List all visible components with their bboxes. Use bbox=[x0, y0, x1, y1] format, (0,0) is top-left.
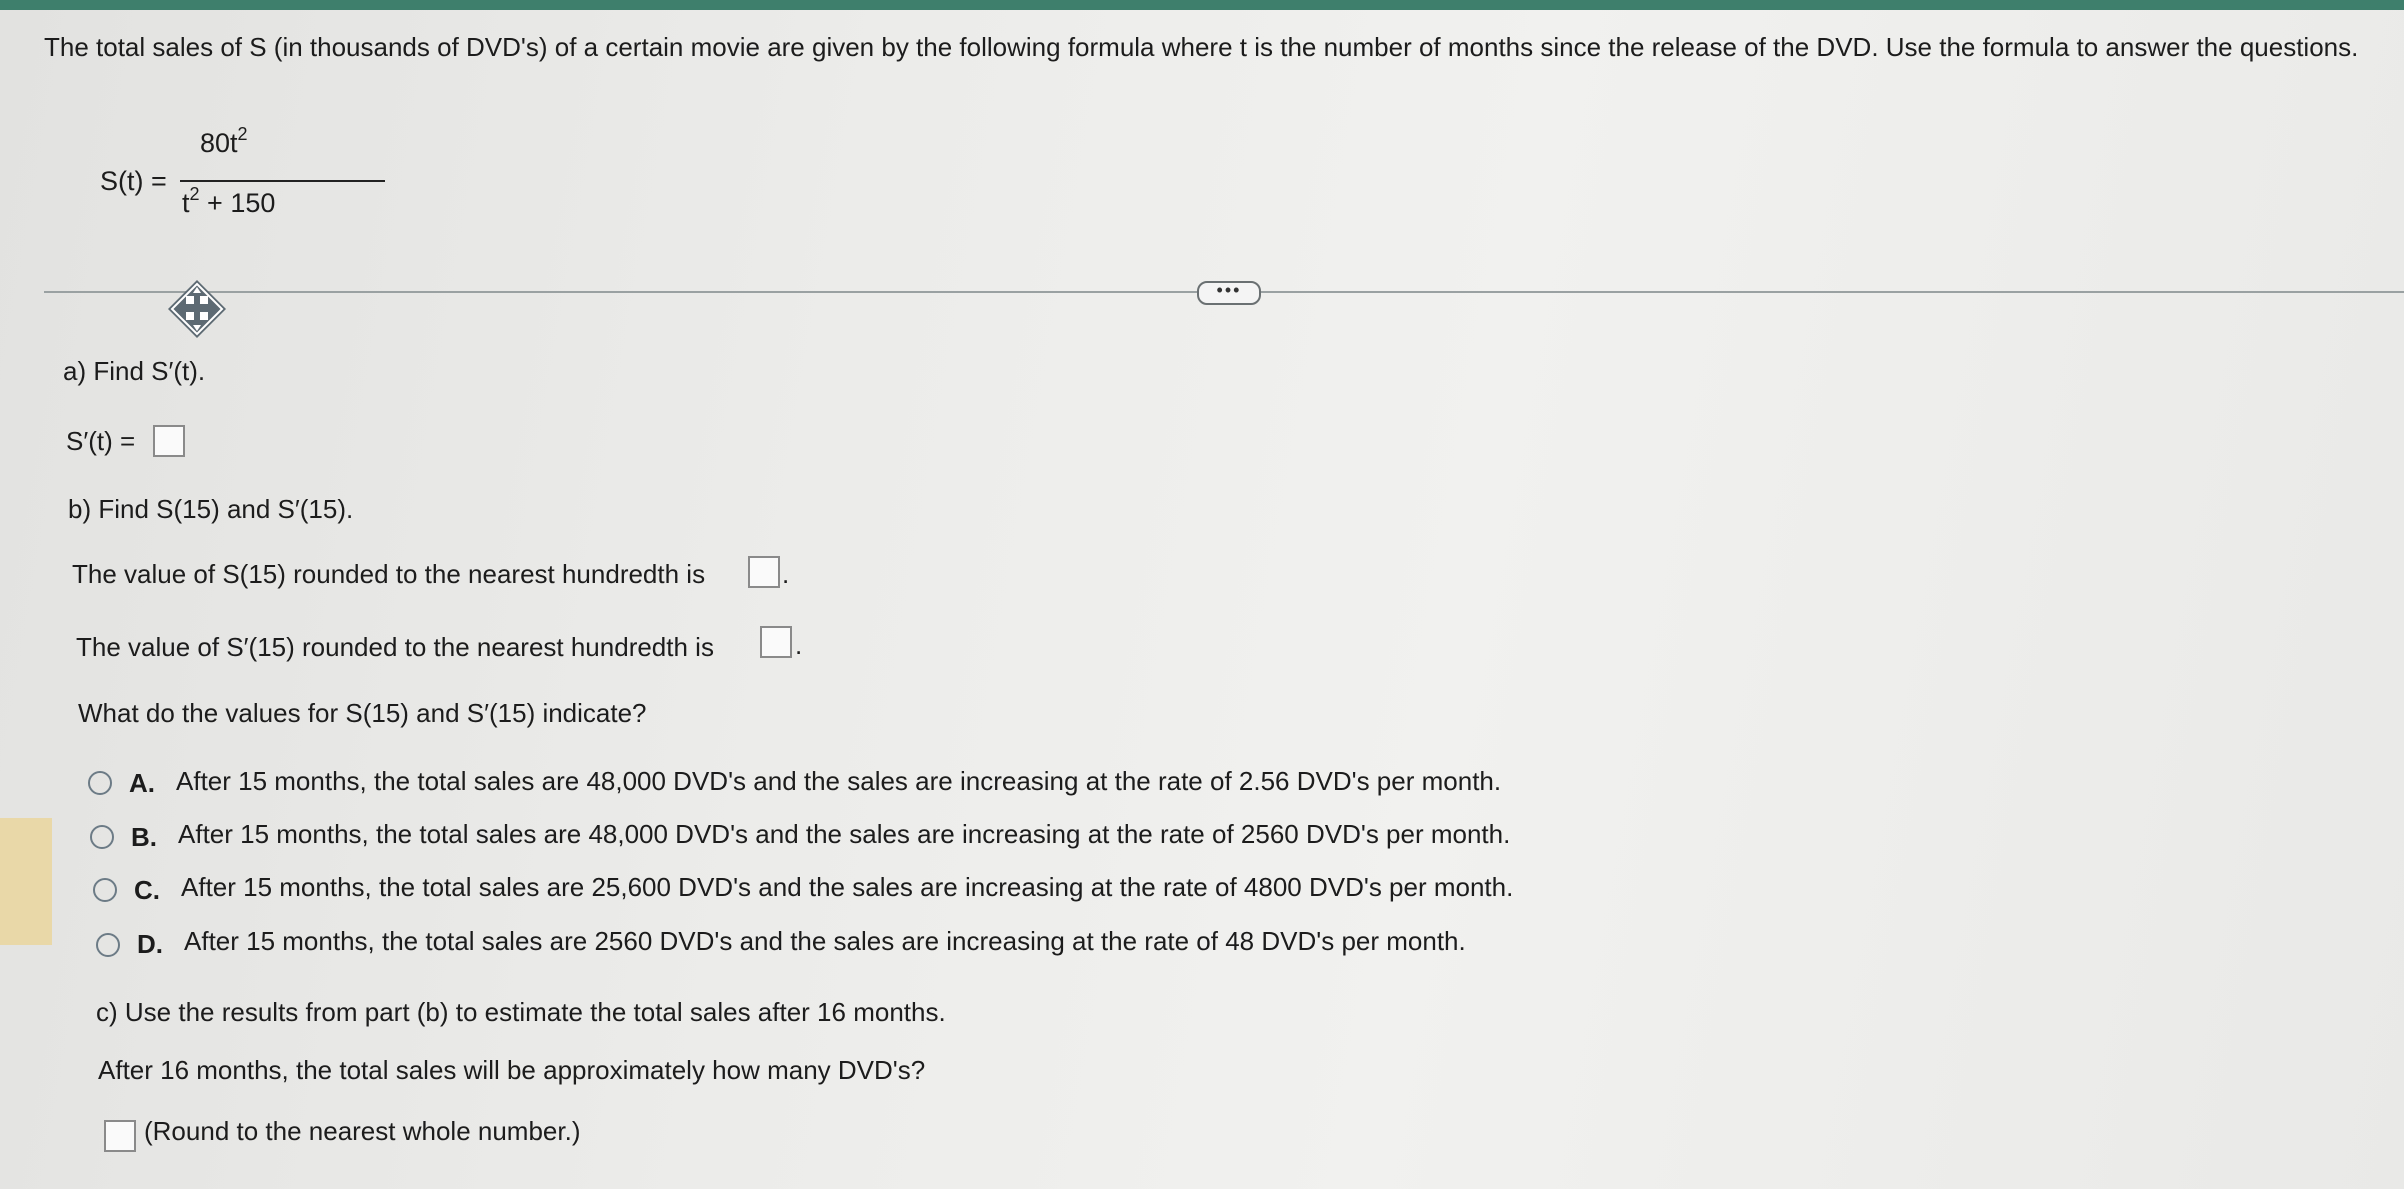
part-b-prompt: b) Find S(15) and S′(15). bbox=[68, 494, 354, 524]
fraction-bar bbox=[180, 180, 385, 182]
part-c-prompt: c) Use the results from part (b) to estimate the total sales after 16 months. bbox=[96, 997, 946, 1027]
option-b-letter: B. bbox=[131, 822, 157, 852]
option-d-letter: D. bbox=[137, 929, 163, 959]
option-d-radio[interactable] bbox=[96, 933, 120, 957]
numerator-base: 80t bbox=[200, 128, 238, 158]
s15-period: . bbox=[782, 559, 790, 589]
formula-numerator bbox=[200, 124, 248, 159]
part-a-prompt: a) Find S′(t). bbox=[63, 356, 206, 386]
sp15-period: . bbox=[795, 630, 803, 660]
option-b-text: After 15 months, the total sales are 48,000 DVD's and the sales are increasing at the rate of 2560 DVD's per month. bbox=[178, 819, 1511, 849]
more-button[interactable]: ••• bbox=[1197, 281, 1261, 305]
problem-intro: The total sales of S (in thousands of DVD's) of a certain movie are given by the following formula where t is the number of months since the release of the DVD. Use the formula to answer the questions. bbox=[44, 32, 2359, 62]
part-c-hint: (Round to the nearest whole number.) bbox=[144, 1116, 581, 1146]
part-b-question: What do the values for S(15) and S′(15) indicate? bbox=[78, 698, 647, 728]
side-tab[interactable] bbox=[0, 818, 52, 945]
option-c-letter: C. bbox=[134, 875, 160, 905]
formula-denominator bbox=[182, 184, 276, 219]
numerator-exponent: 2 bbox=[237, 124, 248, 144]
top-accent-bar bbox=[0, 0, 2404, 10]
part-c-answer-box[interactable] bbox=[104, 1120, 136, 1152]
part-a-answer-label: S′(t) = bbox=[66, 426, 136, 456]
denominator-base: t bbox=[182, 188, 190, 218]
part-c-question: After 16 months, the total sales will be approximately how many DVD's? bbox=[98, 1055, 926, 1085]
s15-answer-box[interactable] bbox=[748, 556, 780, 588]
option-b-radio[interactable] bbox=[90, 825, 114, 849]
option-c-text: After 15 months, the total sales are 25,600 DVD's and the sales are increasing at the rate of 4800 DVD's per month. bbox=[181, 872, 1514, 902]
s15-text: The value of S(15) rounded to the nearest hundredth is bbox=[72, 559, 706, 589]
option-d-text: After 15 months, the total sales are 2560 DVD's and the sales are increasing at the rate of 48 DVD's per month. bbox=[184, 926, 1466, 956]
option-c-radio[interactable] bbox=[93, 878, 117, 902]
part-a-answer-box[interactable] bbox=[153, 425, 185, 457]
move-handle-icon[interactable] bbox=[166, 278, 228, 340]
sp15-text: The value of S′(15) rounded to the nearest hundredth is bbox=[76, 632, 714, 662]
denominator-exponent: 2 bbox=[189, 184, 200, 204]
option-a-radio[interactable] bbox=[88, 771, 112, 795]
option-a-letter: A. bbox=[129, 768, 155, 798]
formula-lhs: S(t) = bbox=[100, 166, 167, 196]
denominator-rest: + 150 bbox=[207, 188, 276, 218]
option-a-text: After 15 months, the total sales are 48,000 DVD's and the sales are increasing at the rate of 2.56 DVD's per month. bbox=[176, 766, 1502, 796]
sp15-answer-box[interactable] bbox=[760, 626, 792, 658]
